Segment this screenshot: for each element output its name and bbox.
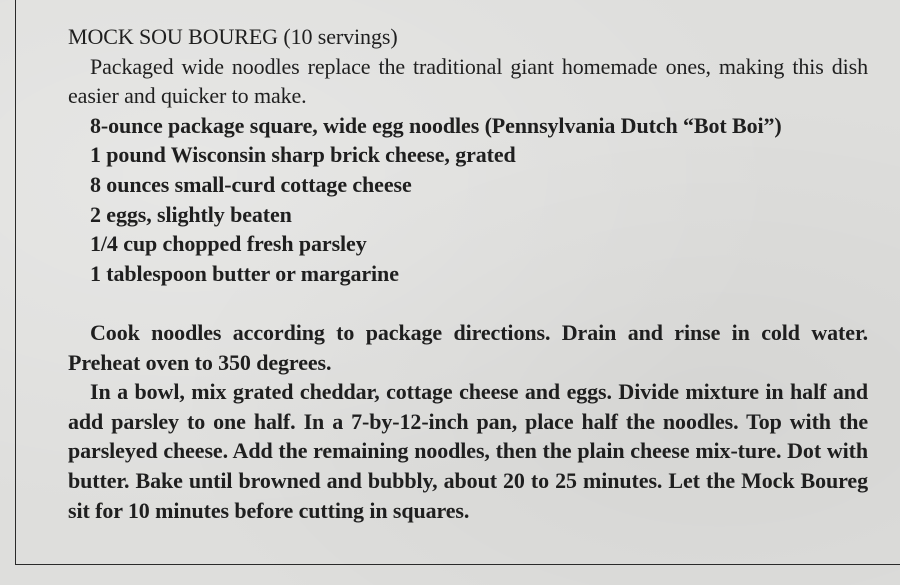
spacer bbox=[68, 288, 868, 318]
ingredient-list bbox=[68, 111, 868, 289]
recipe-intro: Packaged wide noodles replace the traditional giant homemade ones, making this dish easier and quicker to make. bbox=[68, 53, 868, 109]
direction-step: Cook noodles according to package directions. Drain and rinse in cold water. Preheat oven to 350 degrees. bbox=[68, 319, 868, 375]
recipe-title: MOCK SOU BOUREG (10 servings) bbox=[68, 24, 398, 49]
ingredient-item: 1 tablespoon butter or margarine bbox=[90, 260, 399, 286]
ingredient-item: 1 pound Wisconsin sharp brick cheese, grated bbox=[90, 142, 516, 168]
ingredient-item: 8-ounce package square, wide egg noodles (Pennsylvania Dutch “Bot Boi”) bbox=[90, 112, 782, 138]
ingredient-item: 2 eggs, slightly beaten bbox=[90, 201, 292, 227]
ingredient-item: 8 ounces small-curd cottage cheese bbox=[90, 171, 412, 197]
ingredient-item: 1/4 cup chopped fresh parsley bbox=[90, 231, 367, 257]
recipe-article bbox=[68, 22, 868, 525]
direction-step: In a bowl, mix grated cheddar, cottage cheese and eggs. Divide mixture in half and add parsley to one half. In a 7-by-12-inch pan, place half the noodles. Top with the parsleyed cheese. Add the remaining noodles, then the plain cheese mix-ture. Dot with butter. Bake until browned and bubbly, about 20 to 25 minutes. Let the Mock Boureg sit for 10 minutes before cutting in squares. bbox=[68, 379, 868, 523]
